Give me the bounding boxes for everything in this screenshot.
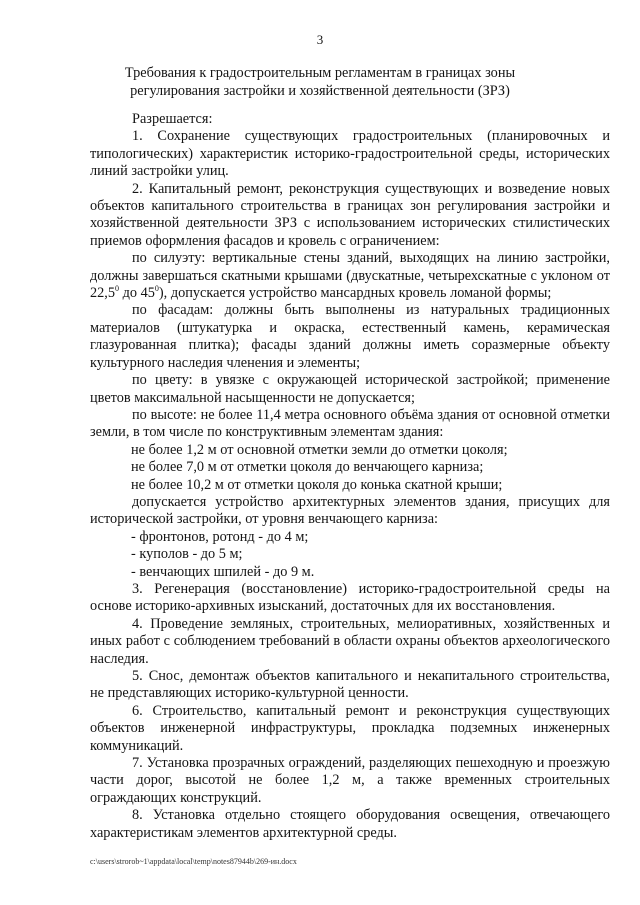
degree-superscript-1: 0 xyxy=(115,284,120,294)
paragraph-8: 8. Установка отдельно стоящего оборудования освещения, отвечающего характеристикам элементов архитектурной среды. xyxy=(90,807,610,841)
page-number: 3 xyxy=(316,32,324,47)
silhouette-text-pre: по силуэту: вертикальные стены зданий, выходящих на линию застройки, должны завершаться скатными крышами (двускатные, четырехскатные с уклоном от 22,5 xyxy=(90,250,610,302)
title-line-1: Требования к градостроительным регламентам в границах зоны xyxy=(124,65,516,81)
arch-item-2: - куполов - до 5 м; xyxy=(131,546,243,563)
paragraph-7: 7. Установка прозрачных ограждений, разделяющих пешеходную и проезжую части дорог, высотой не более 1,2 м, а также временных строительных ограждающих конструкций. xyxy=(90,755,610,806)
height-item-1: не более 1,2 м от основной отметки земли до отметки цоколя; xyxy=(131,441,508,458)
degree-superscript-2: 0 xyxy=(154,284,159,294)
paragraph-3: 3. Регенерация (восстановление) историко-градостроительной среды на основе историко-архивных изысканий, достаточных для их восстановления. xyxy=(90,580,610,615)
title-line-2: регулирования застройки и хозяйственной деятельности (ЗРЗ) xyxy=(130,83,510,99)
height-item-2: не более 7,0 м от отметки цоколя до венчающего карниза; xyxy=(131,459,484,476)
silhouette-text-post: ), допускается устройство мансардных кровель ломаной формы; xyxy=(158,285,552,302)
intro-paragraph: Разрешается: xyxy=(132,111,213,127)
height-paragraph: по высоте: не более 11,4 метра основного объёма здания от основной отметки земли, в том числе по конструктивным элементам здания: xyxy=(90,406,610,441)
silhouette-text-mid: до 45 xyxy=(119,285,155,302)
paragraph-1: 1. Сохранение существующих градостроительных (планировочных и типологических) характеристик историко-градостроительной среды, исторических линий застройки улиц. xyxy=(90,128,610,180)
height-item-3: не более 10,2 м от отметки цоколя до конька скатной крыши; xyxy=(131,476,503,493)
paragraph-4: 4. Проведение земляных, строительных, мелиоративных, хозяйственных и иных работ с соблюдением требований в области охраны объектов археологического наследия. xyxy=(90,615,610,667)
paragraph-2: 2. Капитальный ремонт, реконструкция существующих и возведение новых объектов капитального строительства в границах зон регулирования застройки и хозяйственной деятельности ЗРЗ с использованием исторических стилистических приемов оформления фасадов и кровель с ограничением: xyxy=(90,180,610,249)
color-paragraph: по цвету: в увязке с окружающей исторической застройкой; применение цветов максимальной насыщенности не допускается; xyxy=(90,372,610,406)
silhouette-paragraph xyxy=(90,250,610,302)
arch-paragraph: допускается устройство архитектурных элементов здания, присущих для исторической застройки, от уровня венчающего карниза: xyxy=(90,493,610,528)
section-title xyxy=(100,64,540,100)
paragraph-5: 5. Снос, демонтаж объектов капитального и некапитального строительства, не представляющих историко-культурной ценности. xyxy=(90,668,610,702)
document-body xyxy=(90,111,610,842)
arch-item-3: - венчающих шпилей - до 9 м. xyxy=(131,563,315,580)
arch-item-1: - фронтонов, ротонд - до 4 м; xyxy=(131,528,309,545)
file-path-footer: c:\users\strorob~1\appdata\local\temp\notes87944b\269-ин.docx xyxy=(90,857,297,866)
paragraph-6: 6. Строительство, капитальный ремонт и реконструкция существующих объектов инженерной инфраструктуры, прокладка подземных инженерных коммуникаций. xyxy=(90,702,610,754)
facades-paragraph: по фасадам: должны быть выполнены из натуральных традиционных материалов (штукатурка и окраска, естественный камень, керамическая глазурованная плитка); фасады зданий должны иметь соразмерные объекту культурного наследия членения и элементы; xyxy=(90,302,610,371)
